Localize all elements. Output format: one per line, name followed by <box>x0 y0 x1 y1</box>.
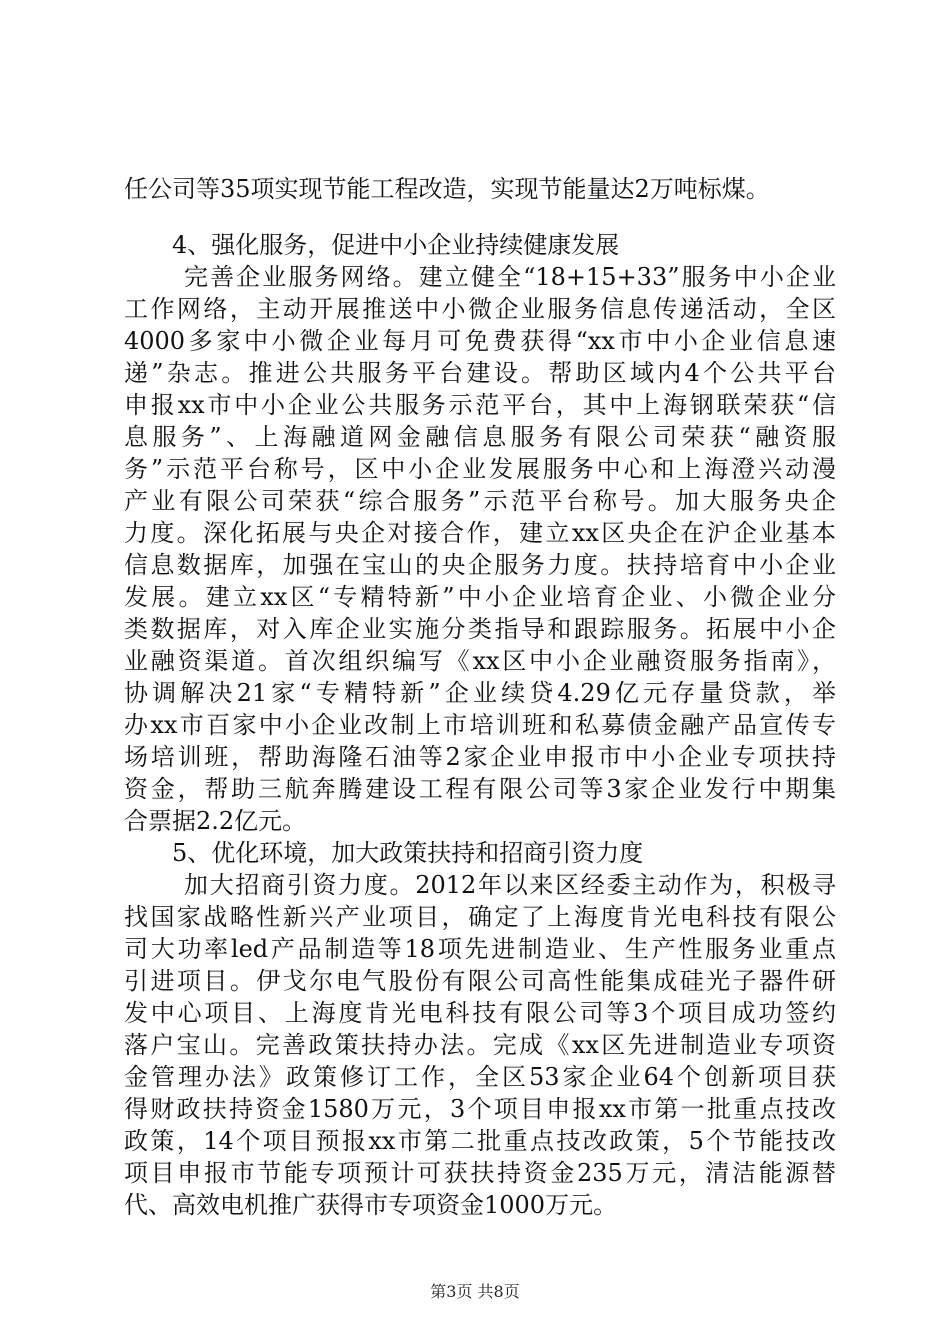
paragraph-line: 加大招商引资力度。2012年以来区经委主动作为，积极寻 <box>184 871 836 899</box>
paragraph-line: 完善企业服务网络。建立健全“18+15+33”服务中小企业 <box>184 263 836 291</box>
paragraph-line: 政策，14个项目预报xx市第二批重点技改政策，5个节能技改 <box>124 1127 836 1155</box>
paragraph-line: 协调解决21家“专精特新”企业续贷4.29亿元存量贷款，举 <box>124 679 836 707</box>
paragraph-line: 落户宝山。完善政策扶持办法。完成《xx区先进制造业专项资 <box>124 1031 836 1059</box>
paragraph-line: 递”杂志。推进公共服务平台建设。帮助区域内4个公共平台 <box>124 359 836 387</box>
paragraph-line: 申报xx市中小企业公共服务示范平台，其中上海钢联荣获“信 <box>124 391 836 419</box>
paragraph-line: 项目申报市节能专项预计可获扶持资金235万元，清洁能源替 <box>124 1159 836 1187</box>
paragraph-line: 资金，帮助三航奔腾建设工程有限公司等3家企业发行中期集 <box>124 775 836 803</box>
paragraph-gap <box>124 205 836 229</box>
document-body <box>124 173 836 1221</box>
paragraph-line: 息服务”、上海融道网金融信息服务有限公司荣获“融资服 <box>124 423 836 451</box>
paragraph-line: 司大功率led产品制造等18项先进制造业、生产性服务业重点 <box>124 935 836 963</box>
paragraph-line: 合票据2.2亿元。 <box>124 807 307 835</box>
section-heading-4: 4、强化服务，促进中小企业持续健康发展 <box>172 231 620 259</box>
paragraph-line: 场培训班，帮助海隆石油等2家企业申报市中小企业专项扶持 <box>124 743 836 771</box>
paragraph-line: 信息数据库，加强在宝山的央企服务力度。扶持培育中小企业 <box>124 551 836 579</box>
paragraph-line: 得财政扶持资金1580万元，3个项目申报xx市第一批重点技改 <box>124 1095 836 1123</box>
paragraph-line: 代、高效电机推广获得市专项资金1000万元。 <box>124 1191 618 1219</box>
paragraph-line: 工作网络，主动开展推送中小微企业服务信息传递活动，全区 <box>124 295 836 323</box>
paragraph-line: 任公司等35项实现节能工程改造，实现节能量达2万吨标煤。 <box>124 175 770 203</box>
paragraph-line: 金管理办法》政策修订工作，全区53家企业64个创新项目获 <box>124 1063 836 1091</box>
paragraph-line: 找国家战略性新兴产业项目，确定了上海度肯光电科技有限公 <box>124 903 836 931</box>
paragraph-services <box>124 261 836 837</box>
paragraph-line: 力度。深化拓展与央企对接合作，建立xx区央企在沪企业基本 <box>124 519 836 547</box>
paragraph-line: 办xx市百家中小企业改制上市培训班和私募债金融产品宣传专 <box>124 711 836 739</box>
paragraph-line: 发中心项目、上海度肯光电科技有限公司等3个项目成功签约 <box>124 999 836 1027</box>
section-heading-5: 5、优化环境，加大政策扶持和招商引资力度 <box>172 839 644 867</box>
page-number-footer: 第3页 共8页 <box>430 1282 520 1301</box>
paragraph-line: 类数据库，对入库企业实施分类指导和跟踪服务。拓展中小企 <box>124 615 836 643</box>
paragraph-line: 引进项目。伊戈尔电气股份有限公司高性能集成硅光子器件研 <box>124 967 836 995</box>
paragraph-line: 发展。建立xx区“专精特新”中小企业培育企业、小微企业分 <box>124 583 836 611</box>
paragraph-line: 务”示范平台称号，区中小企业发展服务中心和上海澄兴动漫 <box>124 455 836 483</box>
paragraph-investment <box>124 869 836 1221</box>
paragraph-line: 产业有限公司荣获“综合服务”示范平台称号。加大服务央企 <box>124 487 836 515</box>
paragraph-line: 业融资渠道。首次组织编写《xx区中小企业融资服务指南》， <box>124 647 836 675</box>
paragraph-line: 4000多家中小微企业每月可免费获得“xx市中小企业信息速 <box>124 327 836 355</box>
